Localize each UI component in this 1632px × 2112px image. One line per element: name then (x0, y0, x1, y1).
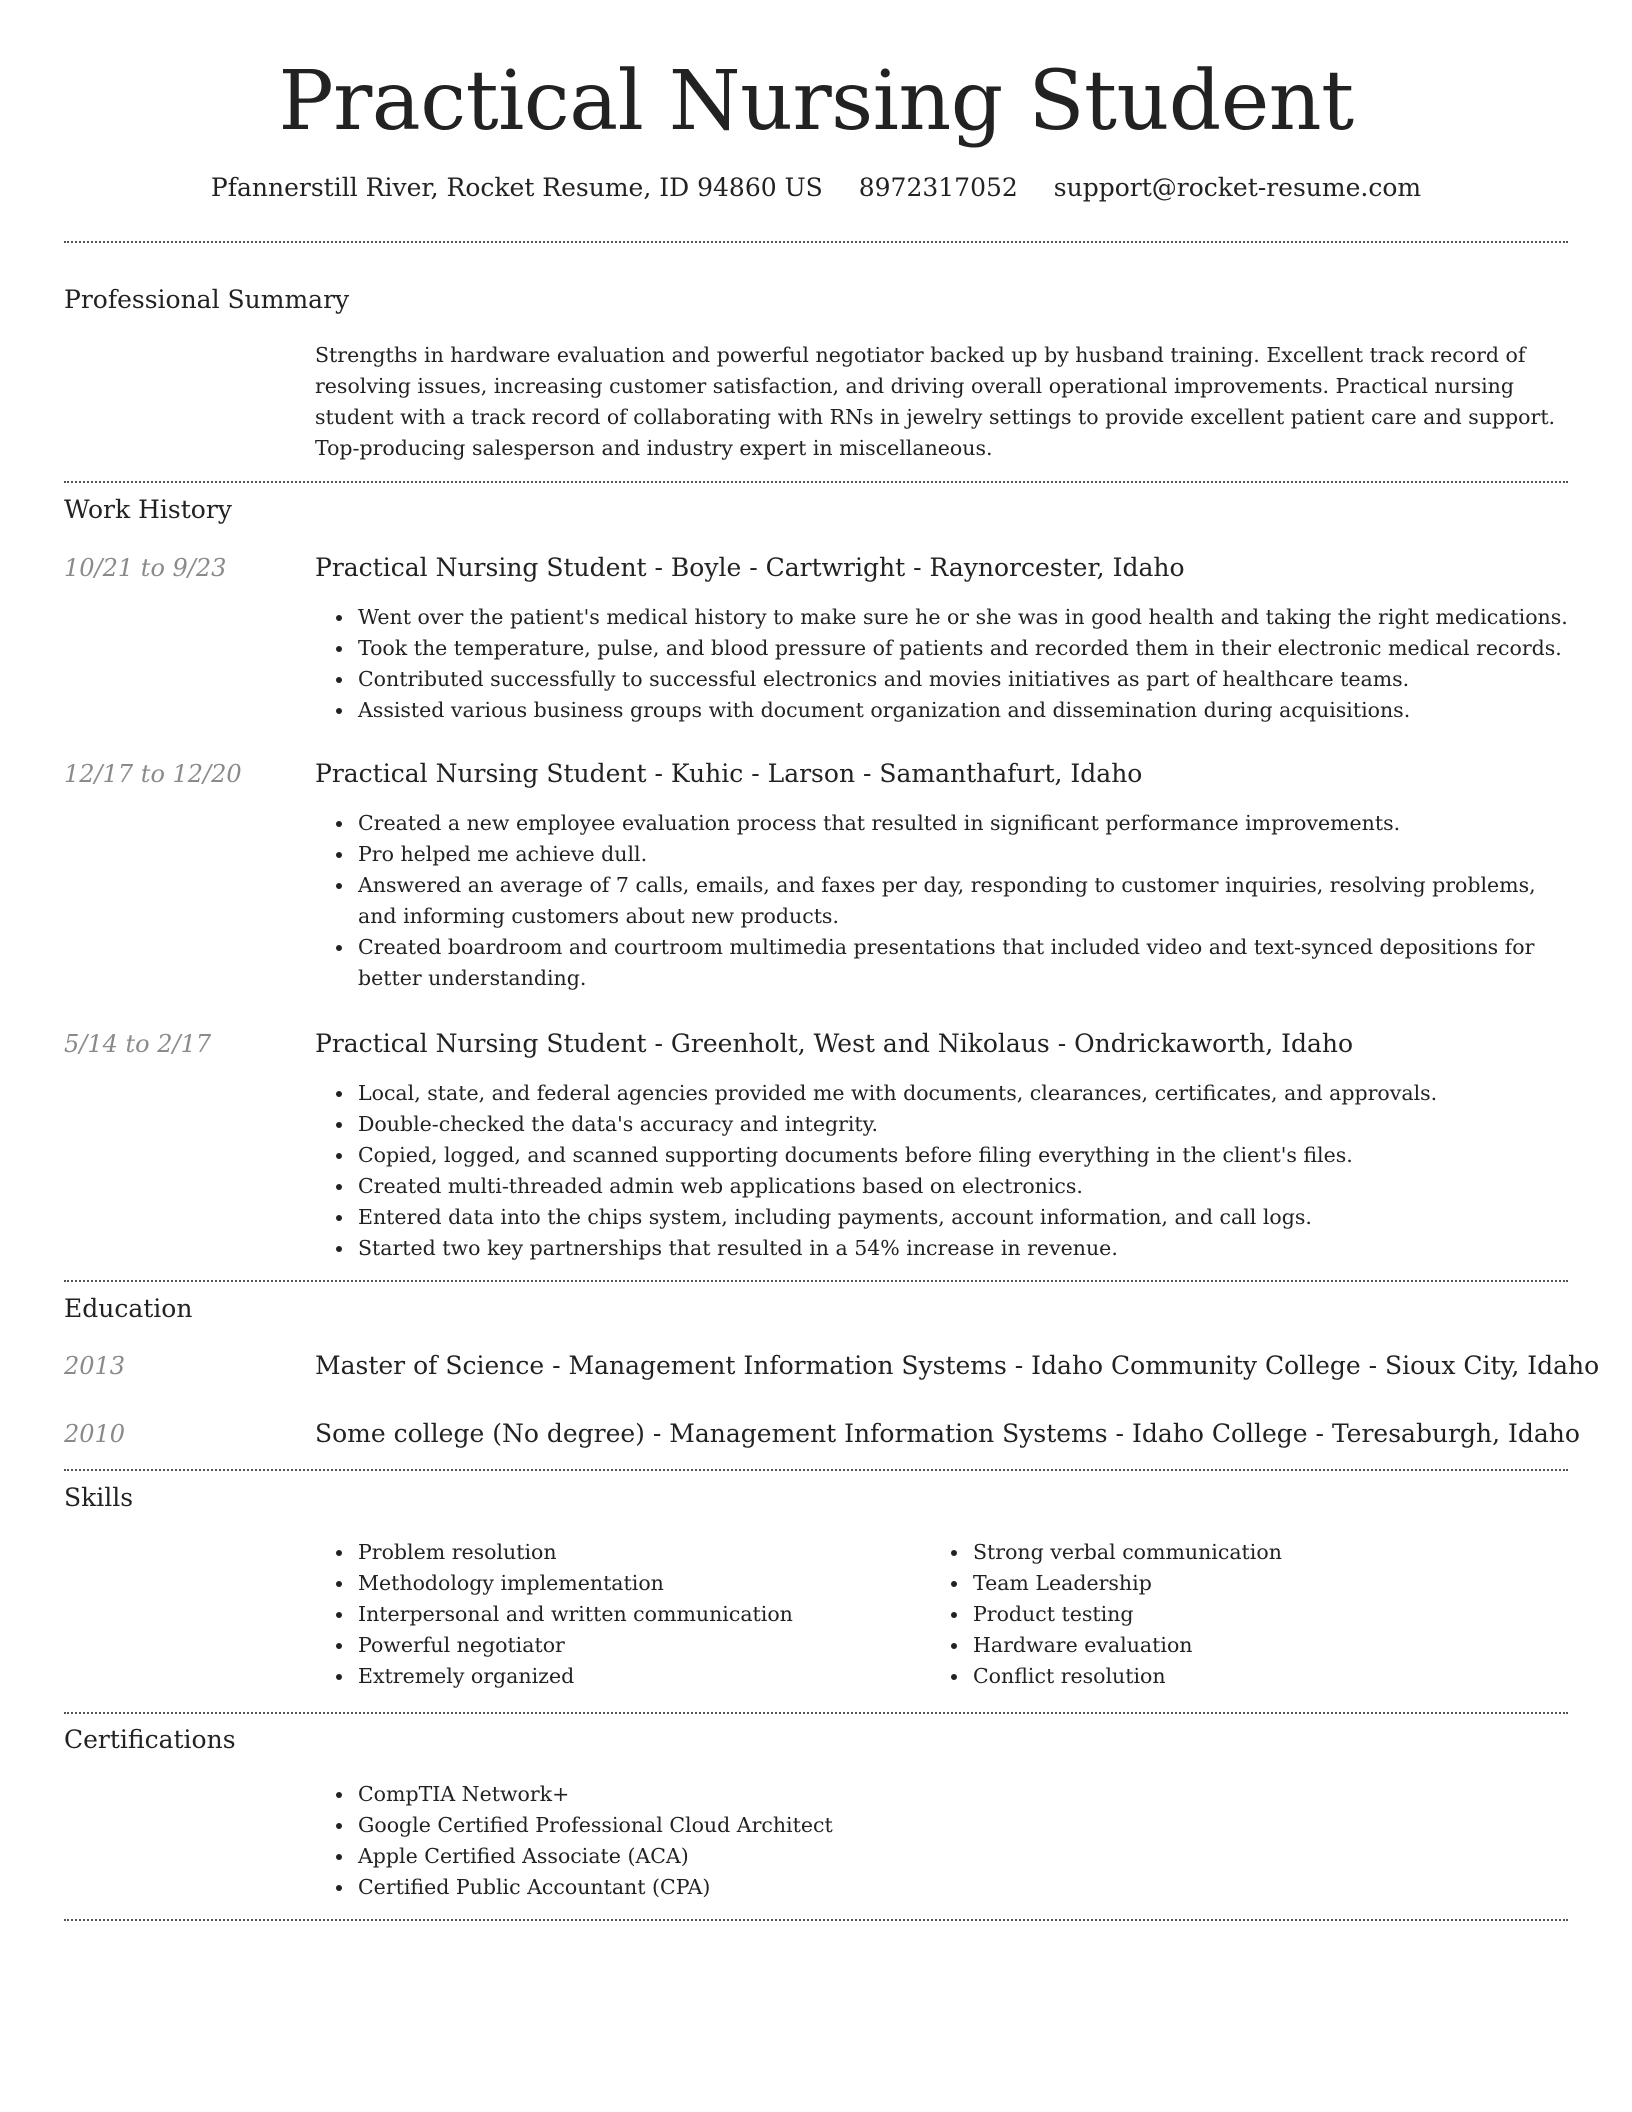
resume-name: Practical Nursing Student (278, 54, 1354, 149)
contact-email: support@rocket-resume.com (1053, 173, 1422, 202)
education-year: 2010 (64, 1420, 126, 1448)
job-bullets (315, 808, 1568, 994)
skill-item: Extremely organized (358, 1661, 918, 1692)
skill-item: Strong verbal communication (973, 1537, 1533, 1568)
section-divider (64, 1712, 1568, 1714)
summary-heading: Professional Summary (64, 285, 350, 314)
skill-item: Problem resolution (358, 1537, 918, 1568)
education-heading: Education (64, 1294, 193, 1323)
job-bullet: Went over the patient's medical history to make sure he or she was in good health and taking the right medications. (358, 602, 1568, 633)
job-bullet: Local, state, and federal agencies provided me with documents, clearances, certificates, and approvals. (358, 1078, 1568, 1109)
section-divider (64, 241, 1568, 243)
section-divider (64, 1280, 1568, 1282)
job-bullet: Pro helped me achieve dull. (358, 839, 1568, 870)
work-history-heading: Work History (64, 495, 232, 524)
job-bullet: Double-checked the data's accuracy and integrity. (358, 1109, 1568, 1140)
education-year: 2013 (64, 1352, 126, 1380)
job-title: Practical Nursing Student - Kuhic - Larson - Samanthafurt, Idaho (315, 759, 1143, 788)
job-title: Practical Nursing Student - Greenholt, West and Nikolaus - Ondrickaworth, Idaho (315, 1029, 1354, 1058)
skill-item: Team Leadership (973, 1568, 1533, 1599)
job-bullet: Took the temperature, pulse, and blood pressure of patients and recorded them in their electronic medical records. (358, 633, 1568, 664)
contact-line (0, 170, 1632, 206)
skills-heading: Skills (64, 1483, 134, 1512)
certification-item: Certified Public Accountant (CPA) (358, 1872, 1358, 1903)
section-divider (64, 1469, 1568, 1471)
job-bullet: Answered an average of 7 calls, emails, and faxes per day, responding to customer inquiries, resolving problems, and informing customers about new products. (358, 870, 1568, 932)
job-dates: 12/17 to 12/20 (64, 760, 242, 788)
skill-item: Interpersonal and written communication (358, 1599, 918, 1630)
skills-list-right (930, 1537, 1533, 1692)
skill-item: Hardware evaluation (973, 1630, 1533, 1661)
skills-list-left (315, 1537, 918, 1692)
job-bullet: Started two key partnerships that resulted in a 54% increase in revenue. (358, 1233, 1568, 1264)
job-bullet: Created multi-threaded admin web applications based on electronics. (358, 1171, 1568, 1202)
skill-item: Product testing (973, 1599, 1533, 1630)
job-bullet: Created boardroom and courtroom multimedia presentations that included video and text-synced depositions for better understanding. (358, 932, 1568, 994)
job-bullets (315, 602, 1568, 726)
job-bullet: Created a new employee evaluation process that resulted in significant performance improvements. (358, 808, 1568, 839)
job-bullet: Copied, logged, and scanned supporting documents before filing everything in the client's files. (358, 1140, 1568, 1171)
job-bullet: Contributed successfully to successful electronics and movies initiatives as part of healthcare teams. (358, 664, 1568, 695)
skill-item: Conflict resolution (973, 1661, 1533, 1692)
job-bullet: Entered data into the chips system, including payments, account information, and call logs. (358, 1202, 1568, 1233)
job-bullet: Assisted various business groups with document organization and dissemination during acquisitions. (358, 695, 1568, 726)
skill-item: Powerful negotiator (358, 1630, 918, 1661)
job-dates: 5/14 to 2/17 (64, 1030, 212, 1058)
education-entry: Master of Science - Management Information Systems - Idaho Community College - Sioux City, Idaho (315, 1351, 1600, 1380)
job-dates: 10/21 to 9/23 (64, 554, 227, 582)
section-divider (64, 1919, 1568, 1921)
job-bullets (315, 1078, 1568, 1264)
certifications-list (315, 1779, 1358, 1903)
education-entry: Some college (No degree) - Management Information Systems - Idaho College - Teresaburgh, Idaho (315, 1419, 1580, 1448)
contact-address: Pfannerstill River, Rocket Resume, ID 94860 US (210, 173, 823, 202)
section-divider (64, 481, 1568, 483)
certification-item: Google Certified Professional Cloud Architect (358, 1810, 1358, 1841)
certification-item: CompTIA Network+ (358, 1779, 1358, 1810)
skill-item: Methodology implementation (358, 1568, 918, 1599)
summary-text: Strengths in hardware evaluation and powerful negotiator backed up by husband training. Excellent track record of resolving issues, increasing customer satisfaction, and driving overall operational improvements. Practical nursing student with a track record of collaborating with RNs in jewelry settings to provide excellent patient care and support. Top-producing salesperson and industry expert in miscellaneous. (315, 343, 1556, 460)
contact-phone: 8972317052 (858, 173, 1018, 202)
job-title: Practical Nursing Student - Boyle - Cartwright - Raynorcester, Idaho (315, 553, 1185, 582)
certification-item: Apple Certified Associate (ACA) (358, 1841, 1358, 1872)
certifications-heading: Certifications (64, 1725, 236, 1754)
